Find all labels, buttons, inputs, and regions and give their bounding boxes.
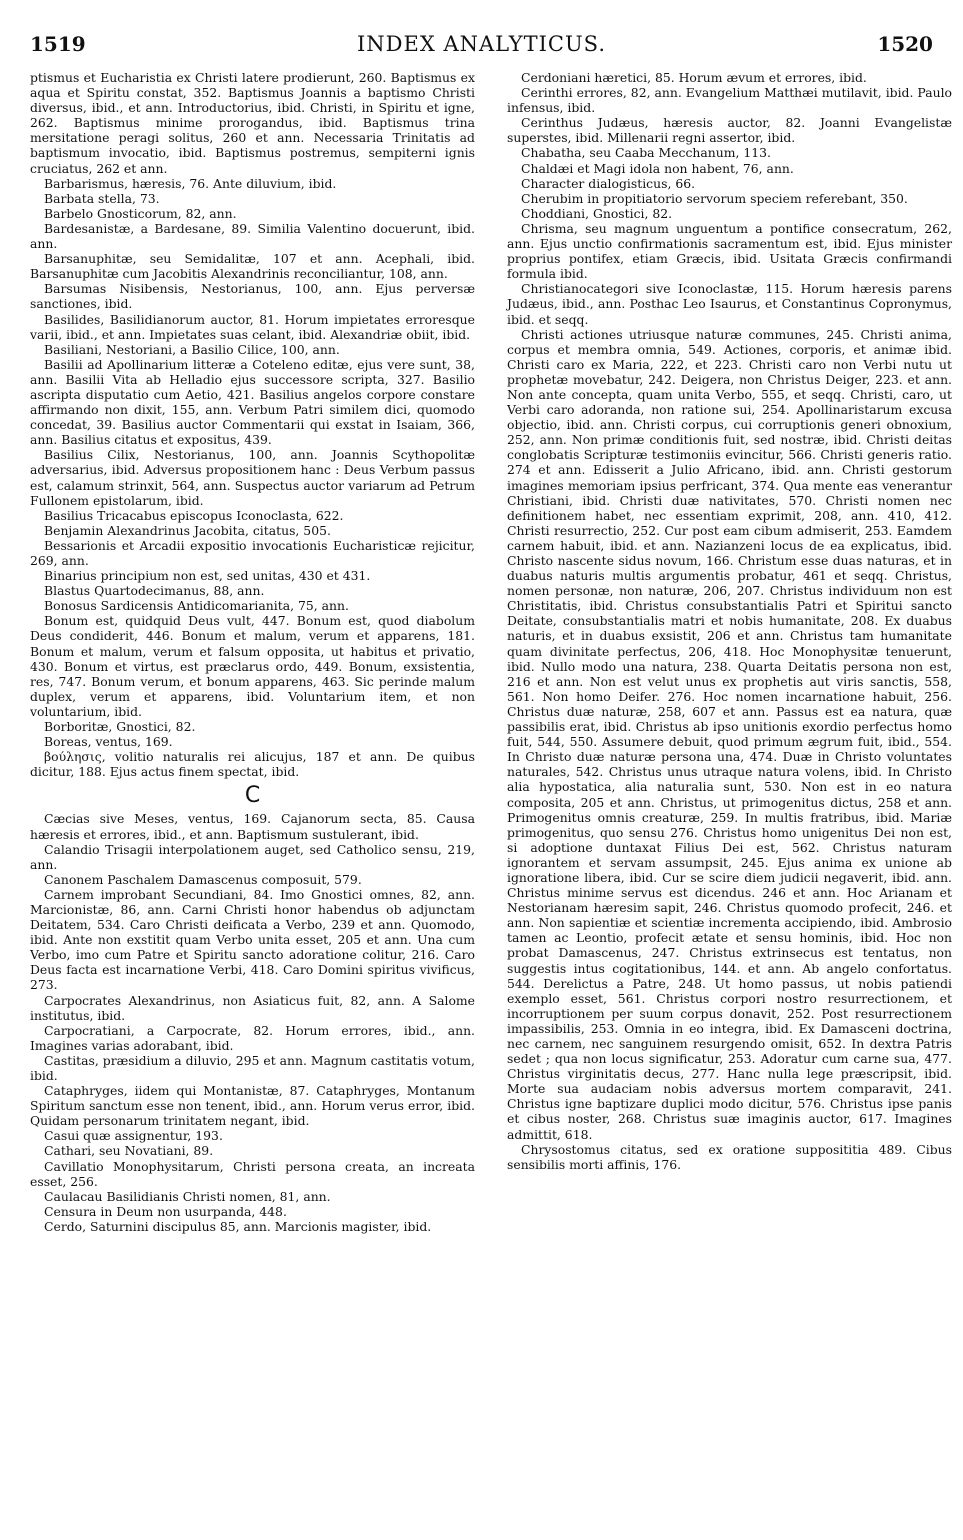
- index-entry: Carpocratiani, a Carpocrate, 82. Horum errores, ibid., ann. Imagines varias adorabant, ibid.: [30, 1022, 475, 1053]
- index-entry: Character dialogisticus, 66.: [521, 175, 696, 191]
- index-entry: Basilius Cilix, Nestorianus, 100, ann. Joannis Scythopolitæ adversarius, ibid. Adversus propositionem hanc : Deus Verbum passus est, calamum strinxit, 564, ann. Suspectus auctor variarum ad Petrum Fullonem epistolarum, ibid.: [30, 447, 475, 508]
- left-column: [30, 70, 475, 1234]
- index-entry: Barbata stella, 73.: [44, 190, 160, 206]
- left-page-number: 1519: [30, 32, 86, 56]
- index-entry: Boreas, ventus, 169.: [44, 734, 173, 750]
- index-entry: Bessarionis et Arcadii expositio invocationis Eucharisticæ rejicitur, 269, ann.: [30, 537, 475, 568]
- right-column: [507, 70, 952, 1172]
- index-entry: Borboritæ, Gnostici, 82.: [44, 719, 196, 735]
- index-entry: Canonem Paschalem Damascenus composuit, 579.: [44, 871, 362, 887]
- index-entry: Cerinthi errores, 82, ann. Evangelium Matthæi mutilavit, ibid. Paulo infensus, ibid.: [507, 85, 952, 116]
- index-entry: ptismus et Eucharistia ex Christi latere prodierunt, 260. Baptismus ex aqua et Spiritu constat, 352. Baptismus Joannis a baptismo Christi diversus, ibid., et ann. Introductorius, ibid. Christi, in Spiritu et igne, 262. Baptismus minime prorogandus, ibid. Baptismus trina mersitatione peragi solitus, 260 et ann. Necessaria Trinitatis ad baptismum invocatio, ibid. Baptismus postremus, sempiterni ignis cruciatus, 262 et ann.: [30, 70, 475, 176]
- index-entry: Cherubim in propitiatorio servorum speciem referebant, 350.: [521, 190, 908, 206]
- index-entry: Benjamin Alexandrinus Jacobita, citatus, 505.: [44, 522, 331, 538]
- index-entry: Chrysostomus citatus, sed ex oratione supposititia 489. Cibus sensibilis morti affinis, 176.: [507, 1141, 952, 1172]
- index-entry: Cathari, seu Novatiani, 89.: [44, 1143, 214, 1159]
- page-header: [30, 32, 933, 58]
- index-entry: Basiliani, Nestoriani, a Basilio Cilice, 100, ann.: [44, 341, 340, 357]
- index-entry: Calandio Trisagii interpolationem auget, sed Catholico sensu, 219, ann.: [30, 841, 475, 872]
- index-entry: Carnem improbant Secundiani, 84. Imo Gnostici omnes, 82, ann. Marcionistæ, 86, ann. Carni Christi honor habendus ob adjunctam Deitatem, 534. Caro Christi deificata a Verbo, 239 et ann. Quomodo, ibid. Ante non exstitit quam Verbo unita esset, 205 et ann. Una cum Verbo, imo cum Patre et Spiritu sancto adoratione colitur, 216. Caro Deus facta est incarnatione Verbi, 418. Caro Domini spiritus vivificus, 273.: [30, 886, 475, 993]
- index-entry: Cerinthus Judæus, hæresis auctor, 82. Joanni Evangelistæ superstes, ibid. Millenarii regni assertor, ibid.: [507, 115, 952, 146]
- index-entry: Caulacau Basilidianis Christi nomen, 81, ann.: [44, 1188, 331, 1204]
- index-entry: Choddiani, Gnostici, 82.: [521, 205, 673, 221]
- index-entry: Censura in Deum non usurpanda, 448.: [44, 1203, 287, 1219]
- index-entry: βούλησις, volitio naturalis rei alicujus, 187 et ann. De quibus dicitur, 188. Ejus actus finem spectat, ibid.: [30, 749, 475, 780]
- index-entry: Binarius principium non est, sed unitas, 430 et 431.: [44, 568, 371, 584]
- index-entry: Chrisma, seu magnum unguentum a pontifice consecratum, 262, ann. Ejus unctio confirmationis sacramentum est, ibid. Ejus minister proprius pontifex, etiam Græcis, ibid. Usitata Græcis confirmandi formula ibid.: [507, 220, 952, 282]
- index-entry: Cataphryges, iidem qui Montanistæ, 87. Cataphryges, Montanum Spiritum sanctum esse non tenent, ibid., ann. Horum verus error, ibid. Quidam personarum trinitatem negant, ibid.: [30, 1083, 475, 1129]
- page-title: INDEX ANALYTICUS.: [356, 32, 606, 56]
- index-entry: Christi actiones utriusque naturæ communes, 245. Christi anima, corpus et membra omnia, 549. Actiones, corporis, et animæ ibid. Christi caro ex Maria, 222, et 223. Christi caro non Verbi nutu ut prophetæ movebatur, 242. Deigera, non Christus Deiger, 223. et ann. Non ante concepta, quam unita Verbo, 555, et seqq. Christi, caro, ut Verbi caro adoranda, non ratione sui, 254. Apollinaristarum excusa objectio, ibid. ann. Christi corpus, cui corruptionis generi obnoxium, 252, ann. Non primæ conditionis fuit, sed nostræ, ibid. Christi deitas conglobatis Scripturæ testimoniis evincitur, 566. Christi generis ratio. 274 et ann. Edisserit a Julio Africano, ibid. ann. Christi gestorum imagines memoriam ipsius perfricant, 374. Qua mente eas venerantur Christiani, ibid. Christi duæ nativitates, 570. Christi nomen nec definitionem habet, nec essentiam exprimit, 208, ann. 410, 412. Christi resurrectio, 252. Cur post eam cibum admiserit, 253. Eamdem carnem habuit, ibid. et ann. Nazianzeni locus de ea explicatus, ibid. Christo nascente sidus novum, 166. Christum esse duas naturas, et in duabus naturis multis argumentis probatur, 461 et seqq. Christus, nomen personæ, non naturæ, 206, 207. Christus individuum non est Christitatis, ibid. Christus consubstantialis Patri et Spiritui sancto Deitate, consubstantialis matri et nobis humanitate, 208. Ex duabus naturis, et in duabus exsistit, 206 et ann. Christus tam humanitate quam divinitate perfectus, 206, 418. Hoc Monophysitæ tenuerunt, ibid. Nullo modo una natura, 238. Quarta Deitatis persona non est, 216 et ann. Non est velut unus ex prophetis aut viris sanctis, 558, 561. Non homo Deifer. 276. Hoc nomen incarnatione habuit, 256. Christus duæ naturæ, 258, 607 et ann. Passus est ea natura, quæ passibilis erat, ibid. Christus ab ipso unitionis exordio perfectus homo fuit, 544, 550. Assumere debuit, quod primum ægrum fuit, ibid., 554. In Christo duæ naturæ persona una, 474. Duæ in Christo voluntates naturales, 542. Christus unus utraque natura volens, ibid. In Christo alia hypostatica, alia naturalia sunt, 530. Non est in eo natura composita, 205 et ann. Christus, ut primogenitus dictus, 258 et ann. Primogenitus omnis creaturæ, 259. In multis fratribus, ibid. Mariæ primogenitus, quo sensu 276. Christus homo unigenitus Dei non est, si adoptione duntaxat Filius Dei est, 562. Christus naturam ignorantem et servam assumpsit, 245. Ejus anima ex unione ab ignoratione libera, ibid. Cur se scire diem judicii negaverit, ibid. ann. Christus minime servus est dicendus. 246 et ann. Hoc Arianam et Nestorianam hæresim sapit, 246. Christus quomodo profecit, 246. et ann. Non sapientiæ et scientiæ incrementa accipiendo, ibid. Ambrosio tamen ac Leontio, profecit ætate et sensu hominis, ibid. Hoc non probat Damascenus, 247. Christus extrinsecus est tentatus, non suggestis intus cogitationibus, 144. et ann. Ab angelo confortatus. 544. Derelictus a Patre, 248. Ut homo passus, ut nobis patiendi exemplo esset, 561. Christus corpori nostro resurrectionem, et incorruptionem per suum corpus donavit, 252. Post resurrectionem impassibilis, 253. Omnia in eo integra, ibid. Ex Damasceni doctrina, nec carnem, nec sanguinem resurgendo omisit, 652. In dextra Patris sedet ; qua non locus significatur, 253. Adoratur cum carne sua, 477. Christus virginitatis decus, 277. Hanc nulla lege præscripsit, ibid. Morte sua audaciam nobis adversus mortem comparavit, 241. Christus igne baptizare duplici modo dicitur, 576. Christus ipse panis et cibus noster, 268. Christus suæ imaginis auctor, 617. Imagines admittit, 618.: [507, 326, 952, 1142]
- right-page-number: 1520: [877, 32, 933, 56]
- index-entry: Chaldæi et Magi idola non habent, 76, ann.: [521, 160, 794, 176]
- index-entry: Barsumas Nisibensis, Nestorianus, 100, ann. Ejus perversæ sanctiones, ibid.: [30, 281, 475, 312]
- index-entry: Cerdoniani hæretici, 85. Horum ævum et errores, ibid.: [521, 70, 867, 85]
- index-entry: Basilius Tricacabus episcopus Iconoclasta, 622.: [44, 507, 344, 523]
- index-entry: Bonum est, quidquid Deus vult, 447. Bonum est, quod diabolum Deus condiderit, 446. Bonum et malum, verum et apparens, 181. Bonum et malum, verum et falsum opposita, ut habitus et privatio, 430. Bonum et virtus, est præclarus ordo, 449. Bonum, exsistentia, res, 747. Bonum verum, et bonum apparens, 463. Sic perinde malum duplex, verum et apparens, ibid. Voluntarium item, et non voluntarium, ibid.: [30, 613, 475, 719]
- section-letter: C: [244, 783, 261, 809]
- index-entry: Bonosus Sardicensis Antidicomarianita, 75, ann.: [44, 598, 349, 614]
- index-entry: Blastus Quartodecimanus, 88, ann.: [44, 583, 265, 599]
- index-entry: Basilii ad Apollinarium litteræ a Coteleno editæ, ejus vere sunt, 38, ann. Basilii Vita ab Helladio ejus successore scripta, 327. Basilio ascripta disputatio cum Aetio, 421. Basilius angelos corpore constare affirmando non dixit, 155, ann. Verbum Patri similem dici, quomodo concedat, 39. Basilius auctor Commentarii qui exstat in Isaiam, 366, ann. Basilius citatus et expositus, 439.: [30, 356, 475, 448]
- index-entry: Cæcias sive Meses, ventus, 169. Cajanorum secta, 85. Causa hæresis et errores, ibid., et ann. Baptismum sustulerant, ibid.: [30, 811, 475, 842]
- index-entry: Casui quæ assignentur, 193.: [44, 1128, 223, 1144]
- index-entry: Cerdo, Saturnini discipulus 85, ann. Marcionis magister, ibid.: [44, 1218, 432, 1234]
- index-entry: Barbarismus, hæresis, 76. Ante diluvium, ibid.: [44, 175, 337, 191]
- index-entry: Christianocategori sive Iconoclastæ, 115. Horum hæresis parens Judæus, ibid., ann. Posthac Leo Isaurus, et Constantinus Copronymus, ibid. et seqq.: [507, 281, 952, 327]
- index-entry: Basilides, Basilidianorum auctor, 81. Horum impietates erroresque varii, ibid., et ann. Impietates suas celant, ibid. Alexandriæ obiit, ibid.: [30, 311, 475, 342]
- index-entry: Bardesanistæ, a Bardesane, 89. Similia Valentino docuerunt, ibid. ann.: [30, 220, 475, 252]
- index-entry: Castitas, præsidium a diluvio, 295 et ann. Magnum castitatis votum, ibid.: [30, 1052, 475, 1083]
- index-entry: Carpocrates Alexandrinus, non Asiaticus fuit, 82, ann. A Salome institutus, ibid.: [30, 992, 475, 1023]
- index-entry: Chabatha, seu Caaba Mecchanum, 113.: [521, 145, 771, 161]
- index-entry: Cavillatio Monophysitarum, Christi persona creata, an increata esset, 256.: [30, 1158, 475, 1189]
- index-entry: Barsanuphitæ, seu Semidalitæ, 107 et ann. Acephali, ibid. Barsanuphitæ cum Jacobitis Alexandrinis reconciliantur, 108, ann.: [30, 251, 475, 282]
- index-entry: Barbelo Gnosticorum, 82, ann.: [44, 205, 237, 221]
